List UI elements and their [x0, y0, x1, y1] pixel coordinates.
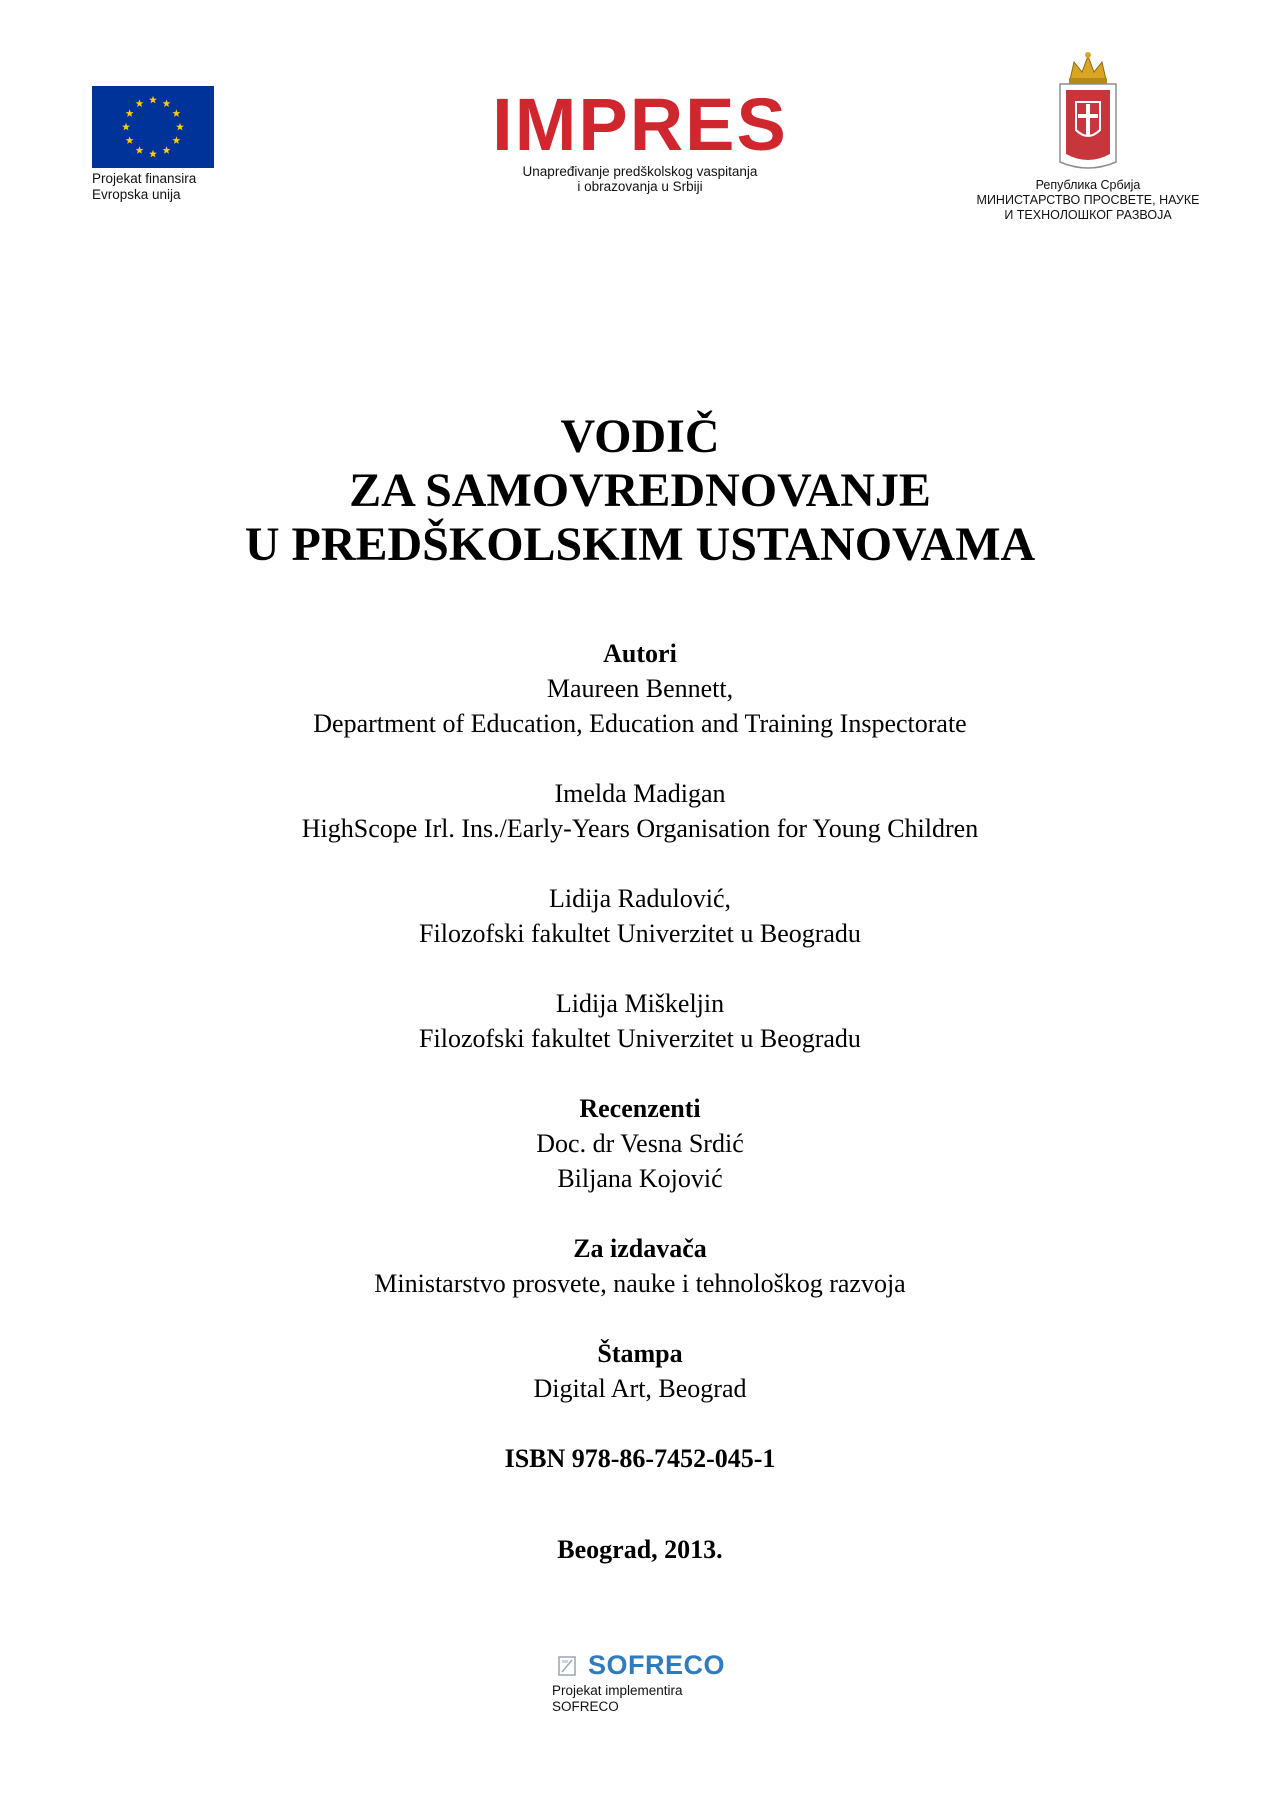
- publisher-heading: Za izdavača: [573, 1234, 707, 1263]
- author-name: Lidija Miškeljin: [555, 989, 725, 1018]
- impres-wordmark: [490, 84, 790, 162]
- reviewers-heading: Recenzenti: [579, 1094, 701, 1123]
- publisher-name: Ministarstvo prosvete, nauke i tehnološkog razvoja: [374, 1269, 906, 1298]
- serbia-caption-line: Република Србија: [1035, 178, 1141, 192]
- publisher-section: [0, 1231, 1280, 1301]
- authors-section: [0, 636, 1280, 741]
- serbia-coat-of-arms-icon: [1056, 50, 1120, 172]
- reviewers-section: [0, 1091, 1280, 1196]
- title-line: U PREDŠKOLSKIM USTANOVAMA: [244, 518, 1036, 571]
- sofreco-wordmark: SOFRECO: [588, 1650, 726, 1680]
- sofreco-caption-line: Projekat implementira: [552, 1683, 683, 1698]
- impres-wordmark-text: IMPRES: [492, 84, 788, 162]
- author-name: Maureen Bennett,: [546, 674, 734, 703]
- printer-name: Digital Art, Beograd: [533, 1374, 747, 1403]
- impres-subtitle: [430, 164, 850, 194]
- eu-logo: [92, 86, 232, 203]
- author-affiliation: HighScope Irl. Ins./Early-Years Organisation for Young Children: [301, 814, 979, 843]
- printing-heading: Štampa: [597, 1339, 683, 1368]
- impres-subtitle-line: i obrazovanja u Srbiji: [577, 179, 703, 194]
- author-affiliation: Department of Education, Education and Training Inspectorate: [313, 709, 967, 738]
- serbia-caption-line: И ТЕХНОЛОШКОГ РАЗВОЈА: [1004, 208, 1172, 222]
- isbn: ISBN 978-86-7452-045-1: [504, 1444, 776, 1473]
- title-line: ZA SAMOVREDNOVANJE: [349, 464, 931, 517]
- author-entry: [0, 776, 1280, 846]
- credits: [0, 636, 1280, 1567]
- author-name: Lidija Radulović,: [549, 884, 731, 913]
- author-entry: [0, 881, 1280, 951]
- authors-heading: Autori: [603, 639, 677, 668]
- author-entry: [0, 986, 1280, 1056]
- sofreco-mark-icon: [556, 1654, 580, 1678]
- sofreco-logo: [552, 1650, 752, 1715]
- eu-caption: [92, 171, 232, 203]
- serbia-caption-line: МИНИСТАРСТВО ПРОСВЕТЕ, НАУКЕ: [976, 193, 1200, 207]
- serbia-ministry-caption: [968, 178, 1208, 223]
- author-affiliation: Filozofski fakultet Univerzitet u Beogradu: [419, 919, 861, 948]
- document-title: [0, 410, 1280, 572]
- sofreco-caption: [552, 1683, 752, 1715]
- sofreco-caption-line: SOFRECO: [552, 1699, 619, 1714]
- author-affiliation: Filozofski fakultet Univerzitet u Beogradu: [419, 1024, 861, 1053]
- title-line: VODIČ: [560, 410, 720, 463]
- sofreco-wordmark-row: [556, 1650, 752, 1681]
- impres-subtitle-line: Unapređivanje predškolskog vaspitanja: [522, 164, 758, 179]
- place-and-year: Beograd, 2013.: [557, 1535, 723, 1564]
- eu-caption-line: Projekat finansira: [92, 171, 197, 186]
- reviewer-name: Biljana Kojović: [557, 1164, 723, 1193]
- author-name: Imelda Madigan: [554, 779, 726, 808]
- serbia-ministry-logo: [968, 50, 1208, 223]
- eu-caption-line: Evropska unija: [92, 187, 181, 202]
- eu-flag-icon: [92, 86, 214, 168]
- printing-section: [0, 1336, 1280, 1406]
- impres-logo: [430, 84, 850, 194]
- reviewer-name: Doc. dr Vesna Srdić: [536, 1129, 744, 1158]
